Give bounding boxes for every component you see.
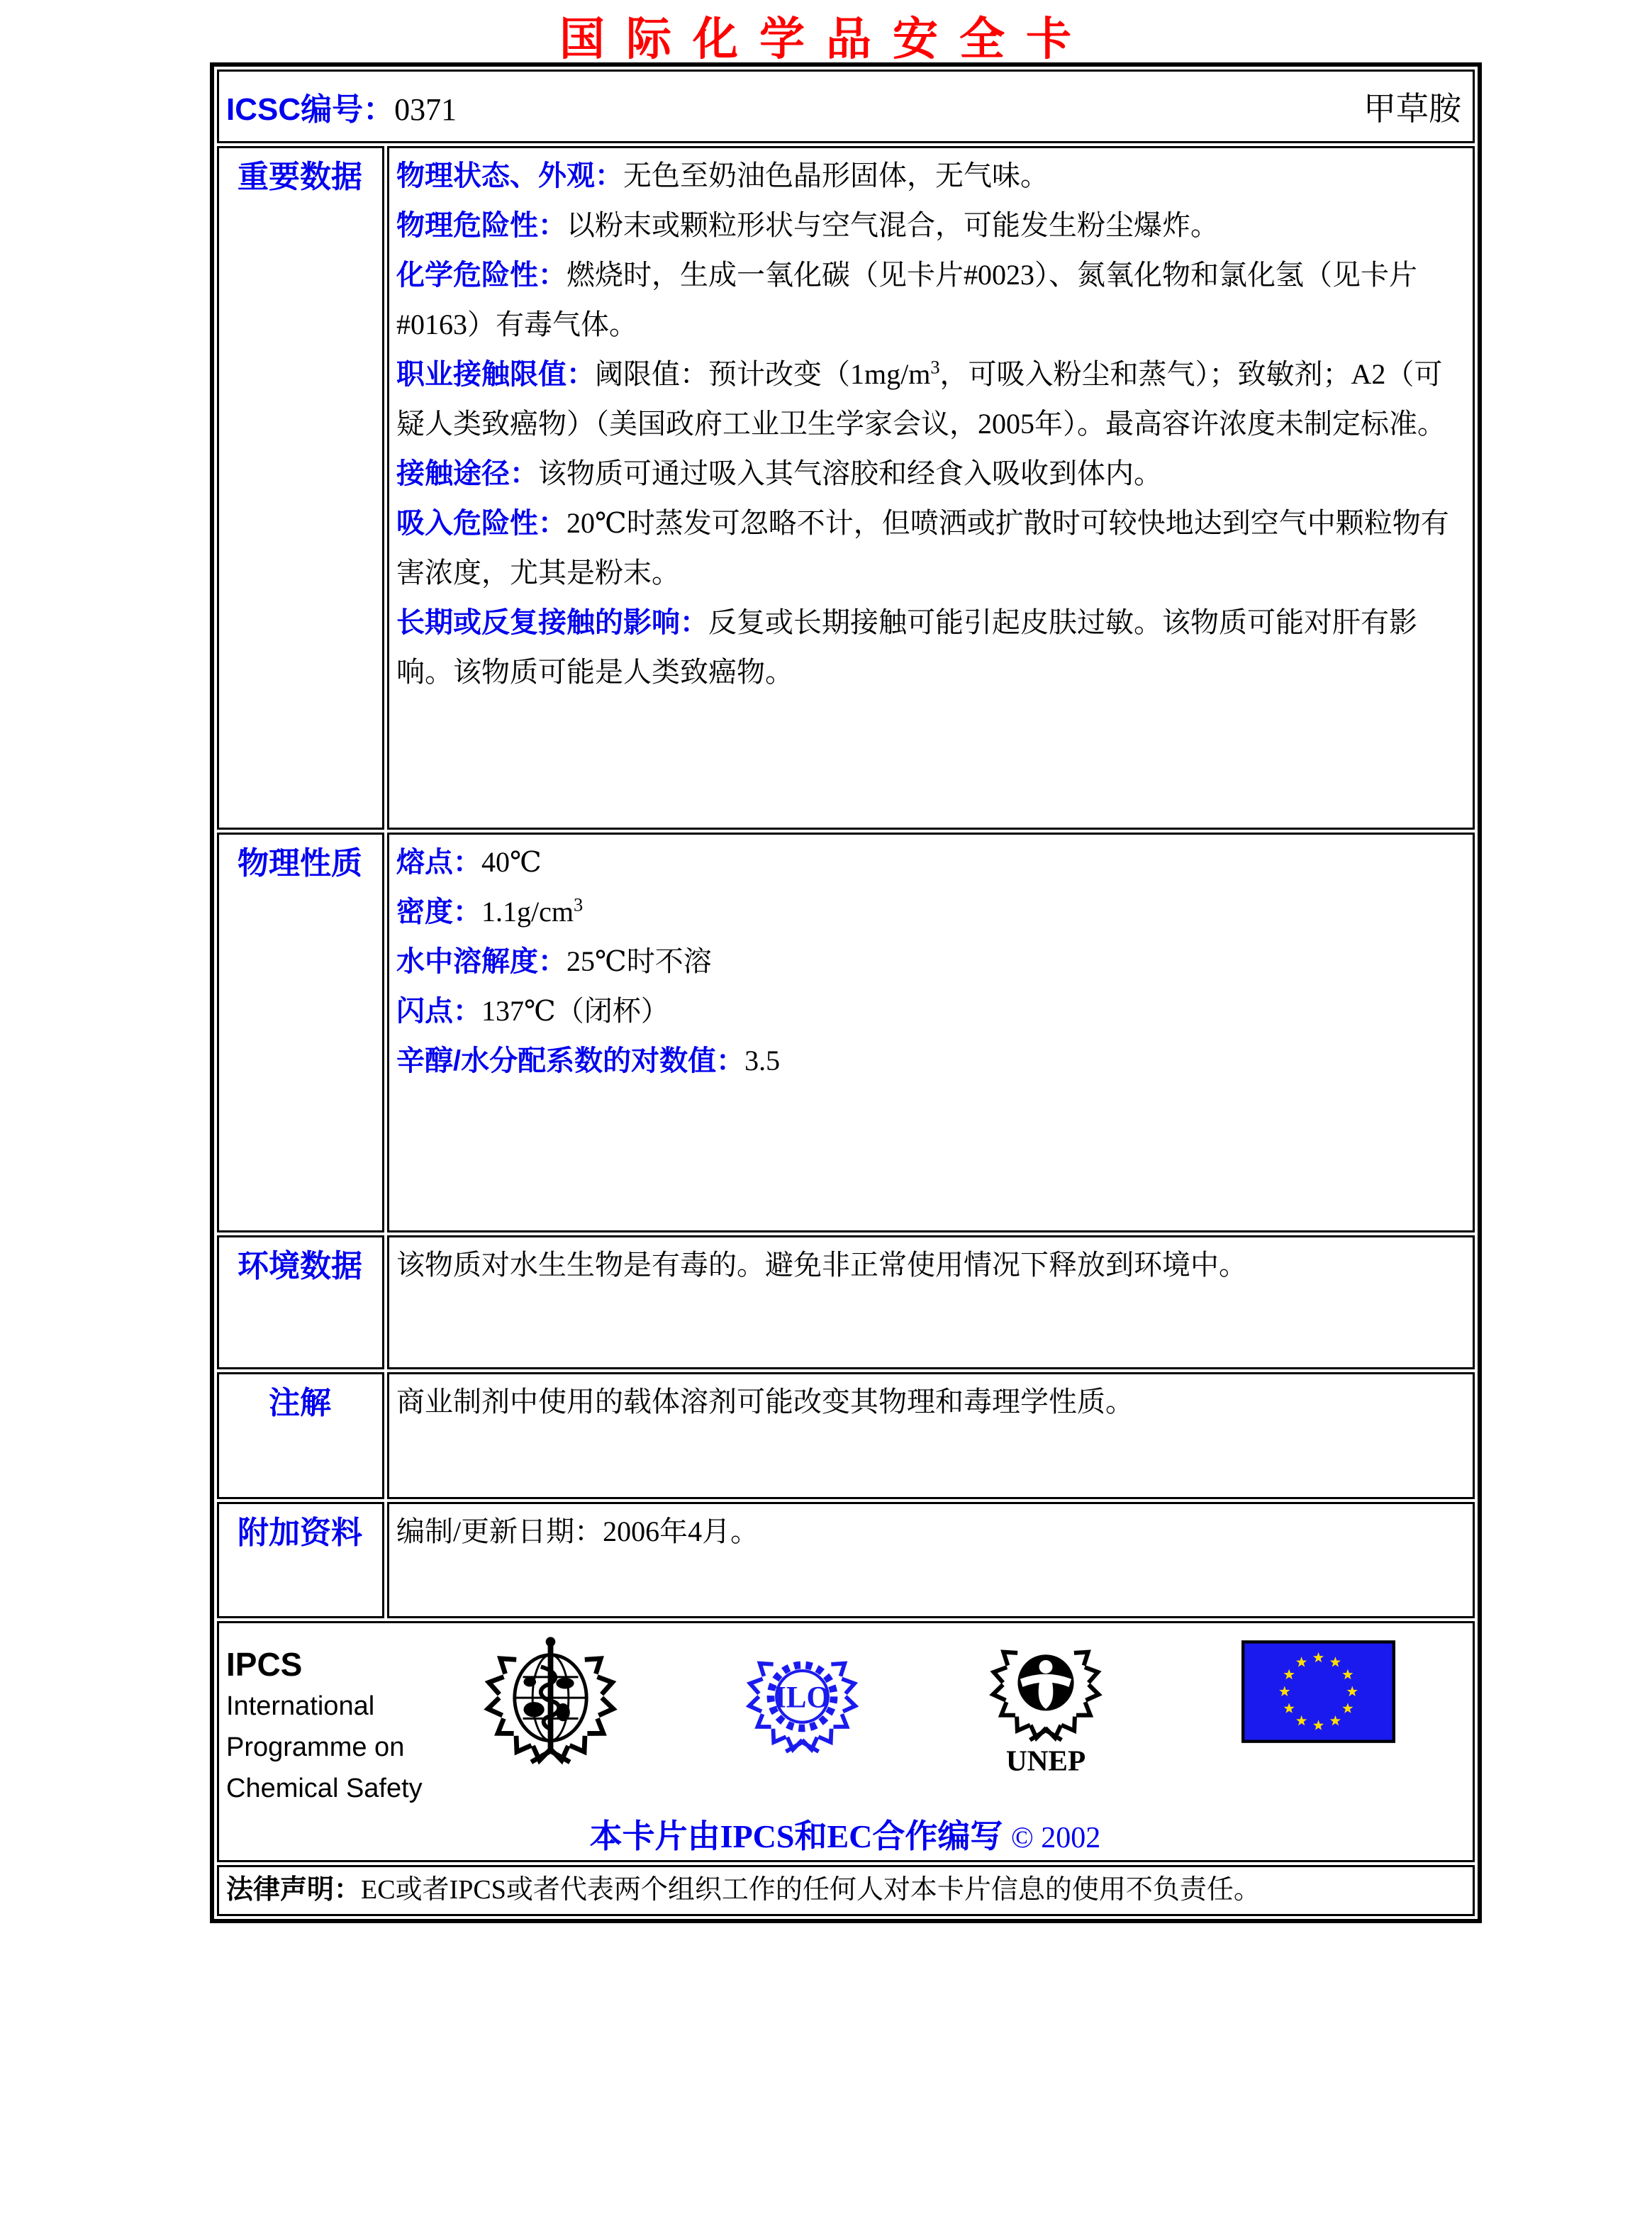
icsc-number-label: ICSC编号： <box>226 92 395 127</box>
occupational-limit-text-a: 阈限值：预计改变（1mg/m <box>595 358 931 390</box>
flash-point-label: 闪点： <box>396 996 481 1027</box>
footer-caption-line <box>226 1810 1464 1857</box>
ipcs-line-3: Chemical Safety <box>226 1774 423 1803</box>
flash-point-item <box>396 986 1464 1036</box>
ilo-logo-icon <box>744 1630 861 1772</box>
exposure-route-item <box>396 449 1464 499</box>
physical-state-item <box>396 151 1464 201</box>
water-solubility-item <box>396 937 1464 986</box>
icsc-number-value: 0371 <box>394 92 457 127</box>
notes-row-label: 注解 <box>217 1372 384 1499</box>
physical-state-label: 物理状态、外观： <box>396 160 623 191</box>
melting-point-item <box>396 837 1464 887</box>
chemical-danger-text: 燃烧时，生成一氧化碳（见卡片#0023）、氮氧化物和氯化氢（见卡片#0163）有毒气体。 <box>396 259 1417 340</box>
density-sup: 3 <box>573 894 584 916</box>
legal-row <box>217 1865 1475 1916</box>
eu-flag-icon <box>1241 1640 1395 1743</box>
longterm-effect-label: 长期或反复接触的影响： <box>396 607 708 638</box>
ipcs-block <box>226 1626 439 1809</box>
important-data-cell <box>387 146 1475 830</box>
physical-state-text: 无色至奶油色晶形固体，无气味。 <box>623 160 1049 191</box>
occupational-limit-item <box>396 350 1464 449</box>
inhalation-risk-label: 吸入危险性： <box>396 508 567 539</box>
important-data-row <box>217 146 1475 830</box>
inhalation-risk-text: 20℃时蒸发可忽略不计，但喷洒或扩散时可较快地达到空气中颗粒物有害浓度，尤其是粉末。 <box>396 507 1449 589</box>
flash-point-value: 137℃（闭杯） <box>481 995 669 1027</box>
header-row <box>217 69 1475 143</box>
additional-info-cell <box>387 1502 1475 1618</box>
ipcs-line-1: International <box>226 1691 375 1721</box>
additional-info-text: 编制/更新日期：2006年4月。 <box>396 1515 759 1547</box>
logos-row <box>217 1621 1475 1862</box>
partition-coefficient-label: 辛醇/水分配系数的对数值： <box>396 1045 745 1076</box>
ilo-logo-text: ILO <box>774 1681 830 1715</box>
who-logo-icon <box>481 1630 620 1772</box>
exposure-route-text: 该物质可通过吸入其气溶胶和经食入吸收到体内。 <box>538 457 1162 489</box>
environmental-data-row <box>217 1235 1475 1369</box>
physical-danger-item <box>396 201 1464 250</box>
density-label: 密度： <box>396 896 481 928</box>
partition-coefficient-item <box>396 1036 1464 1086</box>
chemical-danger-item <box>396 250 1464 350</box>
footer-caption: 本卡片由IPCS和EC合作编写 <box>589 1818 1003 1854</box>
unep-logo-icon <box>985 1629 1107 1779</box>
environmental-data-cell <box>387 1235 1475 1369</box>
additional-info-row <box>217 1502 1475 1618</box>
footer-copyright: © 2002 <box>1010 1822 1101 1854</box>
longterm-effect-item <box>396 598 1464 697</box>
page-title: 国际化学品安全卡 <box>559 13 1093 66</box>
logos-cell <box>217 1621 1475 1862</box>
notes-cell <box>387 1372 1475 1499</box>
notes-text: 商业制剂中使用的载体溶剂可能改变其物理和毒理学性质。 <box>396 1386 1134 1418</box>
occupational-limit-label: 职业接触限值： <box>396 359 595 390</box>
exposure-route-label: 接触途径： <box>396 458 538 489</box>
important-data-row-label: 重要数据 <box>217 146 384 830</box>
water-solubility-value: 25℃时不溶 <box>567 945 712 977</box>
chemical-danger-label: 化学危险性： <box>396 260 567 291</box>
ipcs-line-2: Programme on <box>226 1732 405 1762</box>
environmental-data-text: 该物质对水生生物是有毒的。避免非正常使用情况下释放到环境中。 <box>396 1249 1247 1281</box>
unep-logo-text: UNEP <box>1005 1744 1086 1777</box>
water-solubility-label: 水中溶解度： <box>396 946 567 977</box>
chemical-name: 甲草胺 <box>1363 91 1461 127</box>
legal-cell <box>217 1865 1475 1916</box>
environmental-data-row-label: 环境数据 <box>217 1235 384 1369</box>
inhalation-risk-item <box>396 499 1464 598</box>
density-item <box>396 887 1464 937</box>
header-cell <box>217 69 1475 143</box>
notes-row <box>217 1372 1475 1499</box>
physical-danger-label: 物理危险性： <box>396 210 567 241</box>
physical-properties-row <box>217 833 1475 1232</box>
melting-point-label: 熔点： <box>396 847 481 878</box>
density-value: 1.1g/cm <box>481 896 574 928</box>
occupational-limit-sup: 3 <box>930 356 940 378</box>
additional-info-row-label: 附加资料 <box>217 1502 384 1618</box>
icsc-card-table <box>210 62 1482 1923</box>
ipcs-title: IPCS <box>226 1646 303 1683</box>
physical-properties-cell <box>387 833 1475 1232</box>
longterm-effect-text: 反复或长期接触可能引起皮肤过敏。该物质可能对肝有影响。该物质可能是人类致癌物。 <box>396 606 1417 688</box>
icsc-number-group <box>226 84 457 129</box>
physical-properties-row-label: 物理性质 <box>217 833 384 1232</box>
legal-text: EC或者IPCS或者代表两个组织工作的任何人对本卡片信息的使用不负责任。 <box>361 1875 1261 1905</box>
melting-point-value: 40℃ <box>481 846 542 878</box>
legal-label: 法律声明： <box>226 1875 362 1905</box>
partition-coefficient-value: 3.5 <box>744 1045 781 1076</box>
physical-danger-text: 以粉末或颗粒形状与空气混合，可能发生粉尘爆炸。 <box>567 209 1219 241</box>
occupational-limit-text-b: ，可吸入粉尘和蒸气）；致敏剂；A2（可疑人类致癌物）（美国政府工业卫生学家会议，2005年）。最高容许浓度未制定标准。 <box>396 358 1446 440</box>
